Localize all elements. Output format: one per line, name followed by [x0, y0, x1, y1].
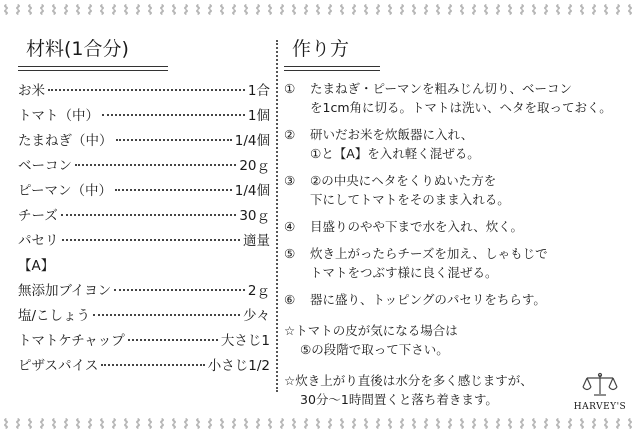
harveys-logo: [570, 372, 630, 412]
method-section: [284, 34, 629, 409]
dotted-leader: [128, 339, 218, 341]
leaf-sprig: [376, 4, 380, 15]
leaf-sprig: [172, 4, 176, 15]
leaf-sprig: [112, 4, 116, 15]
leaf-sprig: [184, 4, 188, 15]
leaf-sprig: [172, 418, 176, 429]
method-step: [284, 290, 629, 309]
leaf-sprig: [304, 4, 308, 15]
leaf-sprig: [268, 4, 272, 15]
dotted-leader: [48, 89, 245, 91]
leaf-sprig: [52, 418, 56, 429]
leaf-sprig: [364, 4, 368, 15]
leaf-sprig: [568, 418, 572, 429]
ingredient-name: トマトケチャップ: [18, 333, 125, 349]
leaf-sprig: [556, 418, 560, 429]
leaf-sprig: [316, 4, 320, 15]
leaf-pattern-bottom: [0, 416, 640, 430]
leaf-sprig: [124, 4, 128, 15]
ingredient-quantity: 30ｇ: [239, 208, 270, 224]
ingredient-name: ピーマン（中）: [18, 183, 112, 199]
leaf-sprig: [100, 4, 104, 15]
leaf-sprig: [460, 418, 464, 429]
dotted-leader: [61, 214, 236, 216]
leaf-sprig: [280, 418, 284, 429]
ingredient-row: [18, 229, 270, 254]
leaf-sprig: [184, 418, 188, 429]
ingredient-row: [18, 329, 270, 354]
step-text: [310, 290, 629, 309]
step-line: を1cm角に切る。トマトは洗い、ヘタを取っておく。: [310, 100, 612, 115]
ingredient-row: [18, 204, 270, 229]
step-number: ③: [284, 173, 296, 188]
bottom-leaf-border: [0, 416, 640, 430]
leaf-sprig: [196, 418, 200, 429]
ingredient-quantity: 1合: [247, 83, 270, 99]
note-line: ☆トマトの皮が気になる場合は: [284, 323, 458, 338]
leaf-sprig: [304, 418, 308, 429]
leaf-sprig: [292, 4, 296, 15]
ingredients-section: [18, 34, 270, 379]
leaf-sprig: [604, 4, 608, 15]
ingredient-name: チーズ: [18, 208, 58, 224]
scales-icon: [582, 372, 618, 398]
ingredient-quantity: 20ｇ: [239, 158, 270, 174]
ingredient-row: [18, 304, 270, 329]
cooking-note: [284, 321, 629, 359]
leaf-sprig: [364, 418, 368, 429]
ingredient-name: 無添加ブイヨン: [18, 283, 112, 299]
leaf-sprig: [64, 418, 68, 429]
leaf-sprig: [496, 4, 500, 15]
ingredient-row: [18, 279, 270, 304]
leaf-sprig: [136, 4, 140, 15]
logo-wordmark: HARVEY'S: [573, 402, 627, 412]
leaf-sprig: [124, 418, 128, 429]
leaf-sprig: [472, 418, 476, 429]
step-number: ⑥: [284, 292, 296, 307]
step-number: ②: [284, 127, 296, 142]
method-step: [284, 79, 629, 117]
leaf-sprig: [520, 4, 524, 15]
leaf-sprig: [52, 4, 56, 15]
top-leaf-border: [0, 2, 640, 16]
leaf-sprig: [208, 4, 212, 15]
method-step: [284, 244, 629, 282]
ingredient-name: お米: [18, 83, 45, 99]
leaf-sprig: [40, 418, 44, 429]
leaf-sprig: [280, 4, 284, 15]
leaf-sprig: [220, 418, 224, 429]
ingredient-quantity: 2ｇ: [247, 283, 270, 299]
leaf-sprig: [268, 418, 272, 429]
step-text: [310, 79, 629, 117]
leaf-sprig: [592, 4, 596, 15]
leaf-sprig: [580, 4, 584, 15]
ingredient-name: ピザスパイス: [18, 358, 99, 374]
leaf-sprig: [628, 418, 632, 429]
leaf-sprig: [352, 4, 356, 15]
leaf-sprig: [568, 4, 572, 15]
ingredient-quantity: 1/4個: [234, 183, 270, 199]
leaf-sprig: [340, 418, 344, 429]
leaf-sprig: [220, 4, 224, 15]
leaf-sprig: [76, 418, 80, 429]
step-text: [310, 244, 629, 282]
step-list: [284, 79, 629, 309]
ingredient-name: 【A】: [18, 258, 55, 274]
step-number: ①: [284, 81, 296, 96]
ingredient-name: ベーコン: [18, 158, 72, 174]
step-line: 炊き上がったらチーズを加え、しゃもじで: [310, 246, 548, 261]
ingredient-list: [18, 79, 270, 379]
leaf-sprig: [424, 418, 428, 429]
ingredient-quantity: 1/4個: [234, 133, 270, 149]
leaf-sprig: [580, 418, 584, 429]
dotted-leader: [115, 189, 232, 191]
leaf-pattern-top: [0, 2, 640, 16]
leaf-sprig: [16, 4, 20, 15]
ingredient-quantity: 小さじ1/2: [207, 358, 270, 374]
leaf-sprig: [160, 418, 164, 429]
leaf-sprig: [88, 418, 92, 429]
leaf-sprig: [472, 4, 476, 15]
leaf-sprig: [616, 4, 620, 15]
leaf-sprig: [100, 418, 104, 429]
leaf-sprig: [508, 4, 512, 15]
dotted-leader: [75, 164, 236, 166]
leaf-sprig: [112, 418, 116, 429]
leaf-sprig: [16, 418, 20, 429]
step-line: 器に盛り、トッピングのパセリをちらす。: [310, 292, 546, 307]
leaf-sprig: [616, 418, 620, 429]
leaf-sprig: [28, 418, 32, 429]
ingredient-row: [18, 254, 270, 279]
note-line: ☆炊き上がり直後は水分を多く感じますが、: [284, 373, 533, 388]
leaf-sprig: [208, 418, 212, 429]
leaf-sprig: [412, 418, 416, 429]
step-line: 目盛りのやや下まで水を入れ、炊く。: [310, 219, 524, 234]
leaf-sprig: [244, 418, 248, 429]
leaf-sprig: [400, 418, 404, 429]
leaf-sprig: [460, 4, 464, 15]
leaf-sprig: [76, 4, 80, 15]
ingredient-row: [18, 104, 270, 129]
leaf-sprig: [148, 4, 152, 15]
method-step: [284, 217, 629, 236]
leaf-sprig: [556, 4, 560, 15]
leaf-sprig: [28, 4, 32, 15]
leaf-sprig: [448, 418, 452, 429]
dotted-leader: [102, 114, 245, 116]
ingredient-quantity: 大さじ1: [220, 333, 270, 349]
note-line: 30分〜1時間置くと落ち着きます。: [300, 392, 498, 407]
step-line: ②の中央にヘタをくりぬいた方を: [310, 173, 497, 188]
ingredient-name: パセリ: [18, 233, 59, 249]
leaf-sprig: [64, 4, 68, 15]
leaf-sprig: [484, 4, 488, 15]
ingredients-title-underline: [18, 66, 168, 71]
note-line: ⑤の段階で取って下さい。: [300, 342, 449, 357]
leaf-sprig: [544, 4, 548, 15]
dotted-leader: [62, 239, 241, 241]
dotted-leader: [114, 289, 245, 291]
leaf-sprig: [424, 4, 428, 15]
step-text: [310, 217, 629, 236]
leaf-sprig: [136, 418, 140, 429]
leaf-sprig: [256, 4, 260, 15]
ingredients-title: 材料(1合分): [26, 38, 129, 60]
leaf-sprig: [400, 4, 404, 15]
ingredient-quantity: 適量: [243, 233, 270, 249]
step-line: たまねぎ・ピーマンを粗みじん切り、ベーコン: [310, 81, 573, 96]
leaf-sprig: [232, 4, 236, 15]
ingredient-quantity: 少々: [243, 308, 270, 324]
method-step: [284, 171, 629, 209]
step-number: ⑤: [284, 246, 296, 261]
step-number: ④: [284, 219, 296, 234]
step-line: トマトをつぶす様に良く混ぜる。: [310, 265, 498, 280]
ingredient-row: [18, 129, 270, 154]
leaf-sprig: [532, 418, 536, 429]
leaf-sprig: [532, 4, 536, 15]
column-divider: [276, 40, 278, 392]
leaf-sprig: [256, 418, 260, 429]
leaf-sprig: [508, 418, 512, 429]
leaf-sprig: [292, 418, 296, 429]
ingredient-row: [18, 354, 270, 379]
method-step: [284, 125, 629, 163]
method-title: 作り方: [292, 38, 350, 60]
method-title-underline: [284, 66, 380, 71]
ingredient-row: [18, 154, 270, 179]
leaf-sprig: [352, 418, 356, 429]
ingredient-name: 塩/こしょう: [18, 308, 91, 324]
leaf-sprig: [340, 4, 344, 15]
leaf-sprig: [388, 418, 392, 429]
leaf-sprig: [40, 4, 44, 15]
leaf-sprig: [328, 4, 332, 15]
leaf-sprig: [628, 4, 632, 15]
leaf-sprig: [604, 418, 608, 429]
leaf-sprig: [232, 418, 236, 429]
dotted-leader: [101, 364, 204, 366]
leaf-sprig: [484, 418, 488, 429]
leaf-sprig: [196, 4, 200, 15]
ingredient-row: [18, 179, 270, 204]
leaf-sprig: [160, 4, 164, 15]
step-line: 下にしてトマトをそのまま入れる。: [310, 192, 510, 207]
leaf-sprig: [388, 4, 392, 15]
dotted-leader: [93, 314, 240, 316]
leaf-sprig: [4, 4, 8, 15]
step-text: [310, 125, 629, 163]
leaf-sprig: [412, 4, 416, 15]
ingredient-quantity: 1個: [247, 108, 270, 124]
leaf-sprig: [436, 418, 440, 429]
step-line: ①と【A】を入れ軽く混ぜる。: [310, 146, 480, 161]
leaf-sprig: [496, 418, 500, 429]
ingredient-name: たまねぎ（中）: [18, 133, 113, 149]
step-text: [310, 171, 629, 209]
leaf-sprig: [592, 418, 596, 429]
leaf-sprig: [436, 4, 440, 15]
leaf-sprig: [520, 418, 524, 429]
leaf-sprig: [244, 4, 248, 15]
leaf-sprig: [448, 4, 452, 15]
leaf-sprig: [328, 418, 332, 429]
leaf-sprig: [316, 418, 320, 429]
leaf-sprig: [88, 4, 92, 15]
leaf-sprig: [544, 418, 548, 429]
ingredient-name: トマト（中）: [18, 108, 99, 124]
step-line: 研いだお米を炊飯器に入れ、: [310, 127, 474, 142]
dotted-leader: [116, 139, 232, 141]
ingredient-row: [18, 79, 270, 104]
leaf-sprig: [148, 418, 152, 429]
leaf-sprig: [376, 418, 380, 429]
leaf-sprig: [4, 418, 8, 429]
